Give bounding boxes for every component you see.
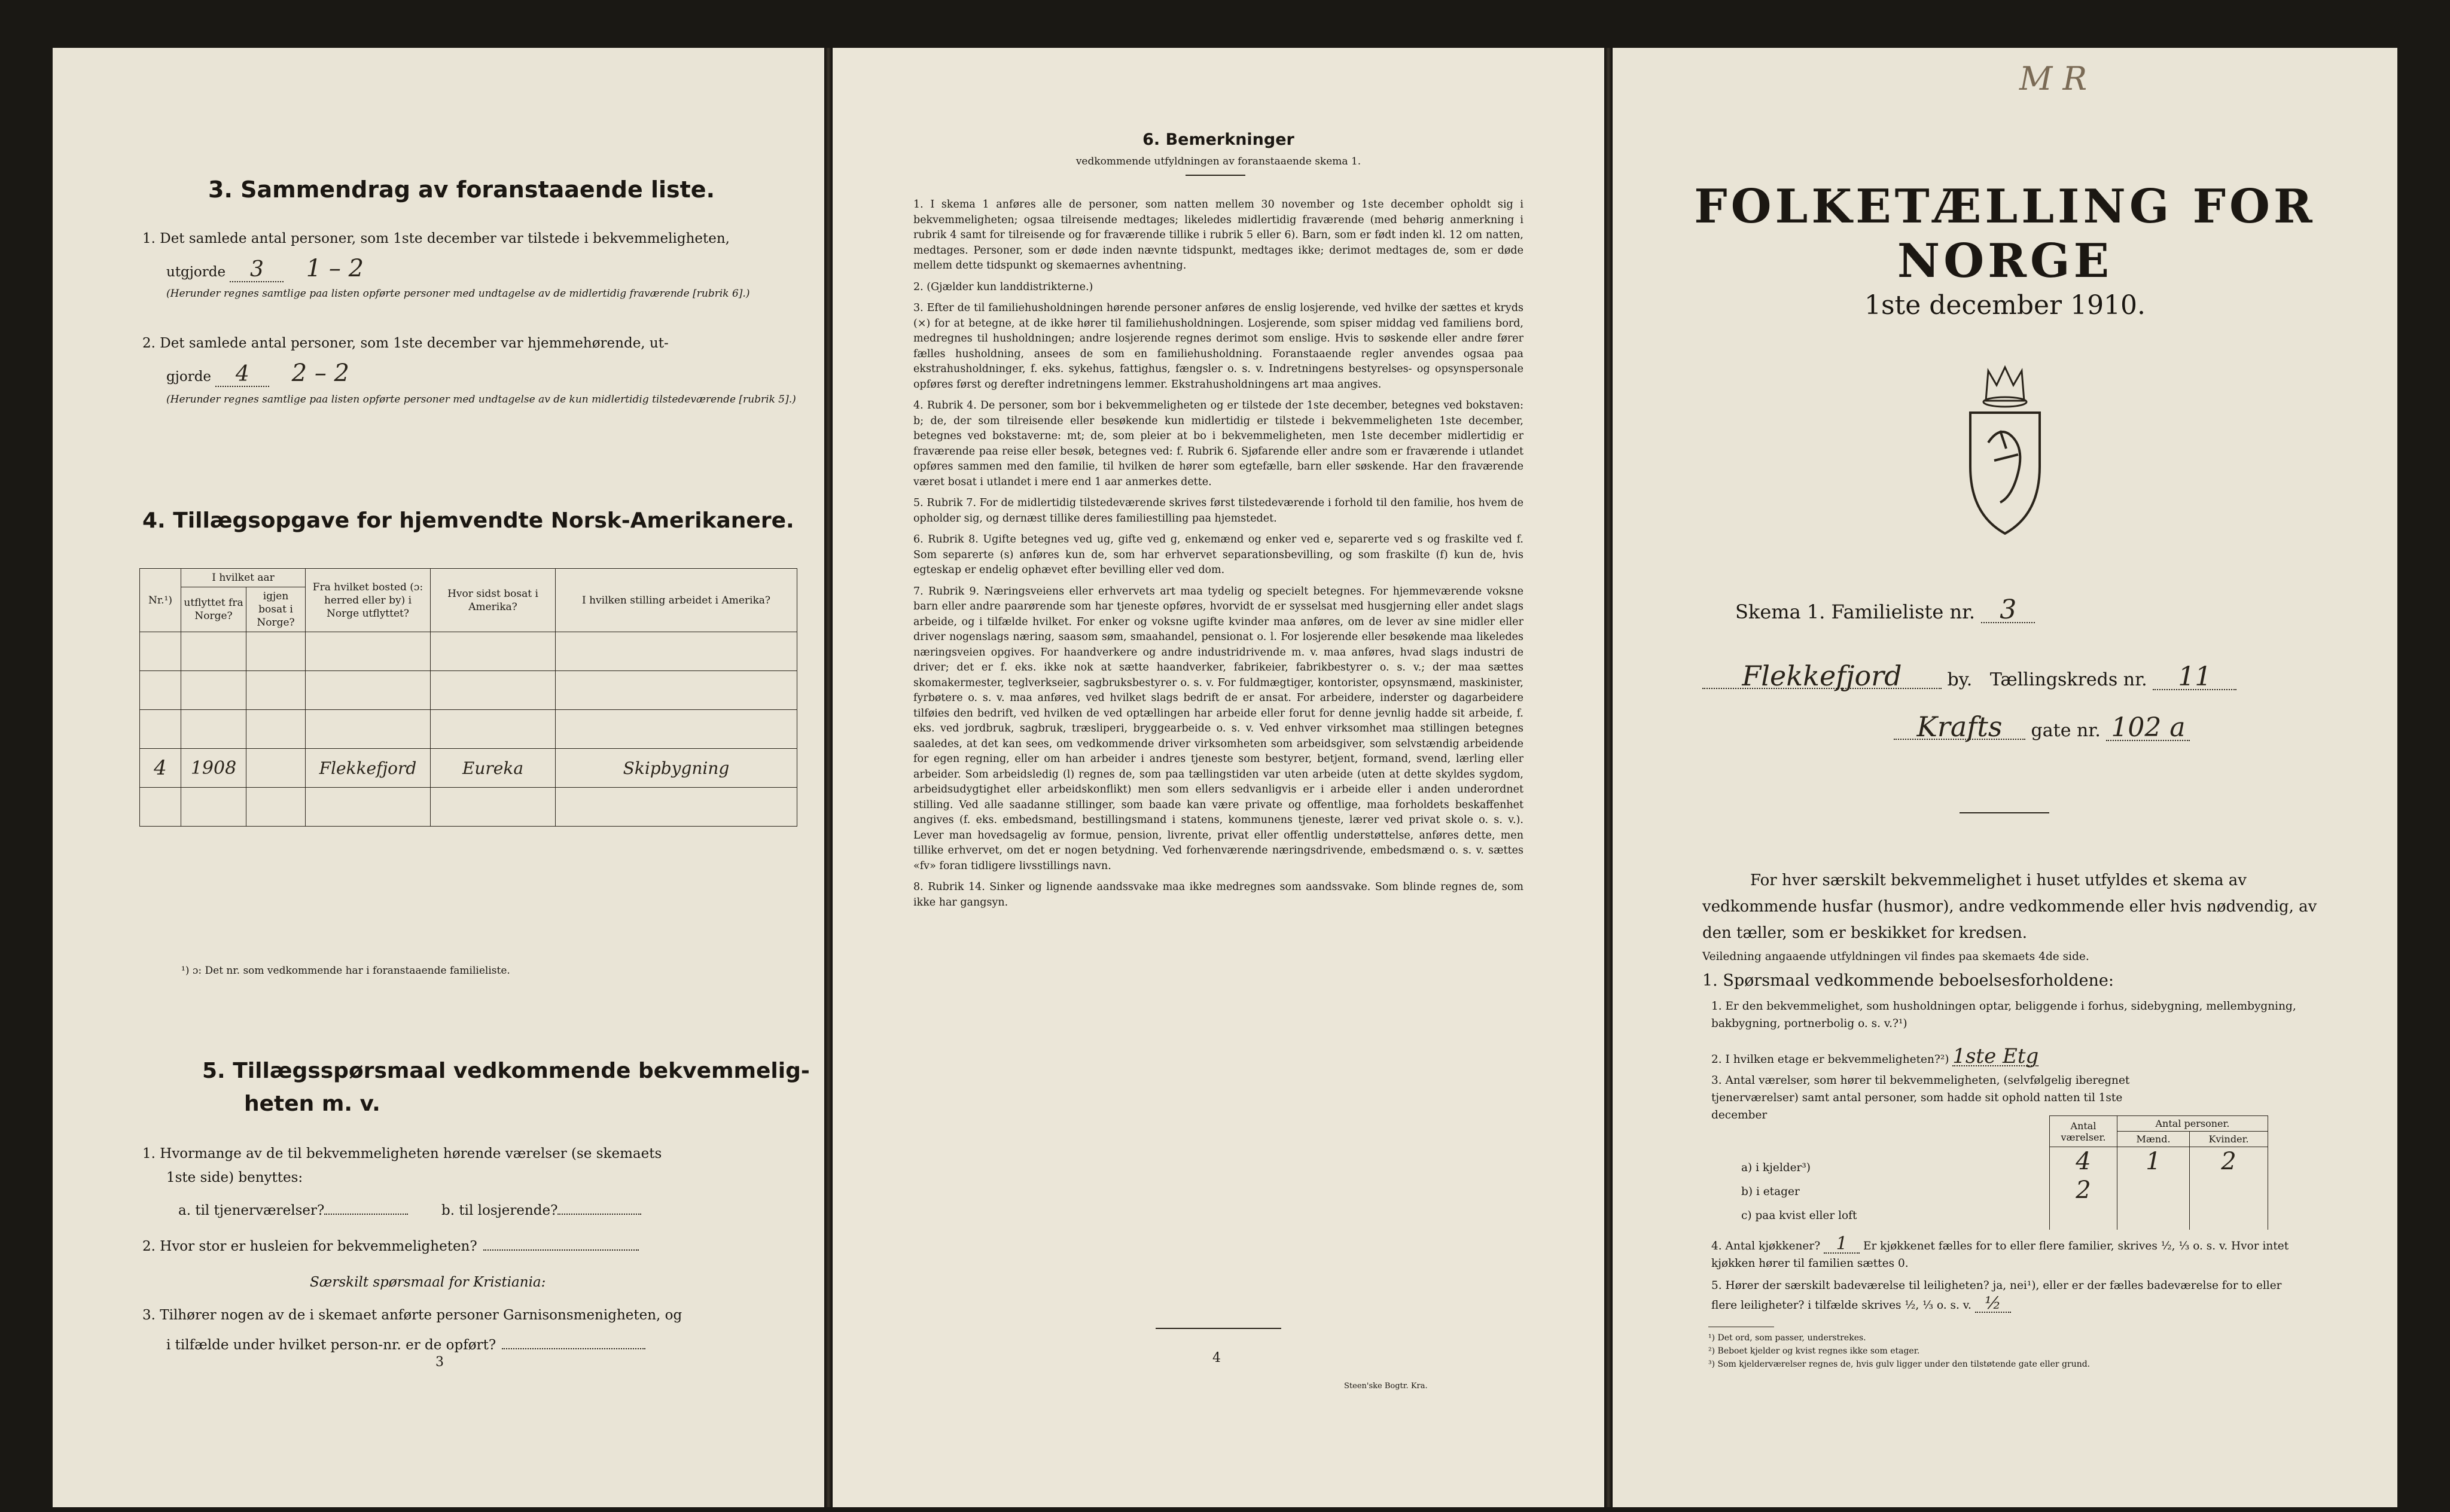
cover-date: 1ste december 1910. [1864, 290, 2146, 321]
skema-line [1735, 595, 2035, 625]
th-personer: Antal personer. [2117, 1116, 2268, 1132]
page-fold [824, 48, 833, 1507]
s5-q3-label: i tilfælde under hvilket person-nr. er de opført? [166, 1337, 496, 1353]
remark-8: 8. Rubrik 14. Sinker og lignende aandssvake maa ikke medregnes som aandssvake. Som blinde regnes de, som ikke har gangsyn. [913, 881, 1523, 909]
s5-q3-line [166, 1334, 645, 1356]
by-label: by. [1947, 669, 1973, 690]
s5-q1-a [178, 1199, 408, 1222]
page-cover [1613, 48, 2397, 1507]
s5-q3-text: 3. Tilhører nogen av de i skemaet anførte personer Garnisonsmenigheten, og [142, 1307, 682, 1323]
s3-q1-text: 1. Det samlede antal personer, som 1ste december var tilstede i bekvemmeligheten, [142, 231, 730, 246]
cell-sidst: Eureka [431, 749, 556, 788]
section-3-title: 3. Sammendrag av foranstaaende liste. [208, 176, 715, 203]
cell-nr: 4 [140, 749, 181, 788]
table-row [140, 788, 797, 827]
cell-maend-b[interactable] [2117, 1176, 2190, 1205]
th-fra-bosted: Fra hvilket bosted (ɔ: herred eller by) i Norge utflyttet? [306, 569, 431, 632]
q4 [1711, 1235, 2309, 1272]
remark-5: 5. Rubrik 7. For de midlertidig tilstedeværende skrives først tilstedeværende i forhold til den familie, hos hvem de opholder sig, og dernæst tillike deres familiestilling paa hjemstedet. [913, 497, 1523, 525]
remark-2: 2. (Gjælder kun landdistrikterne.) [913, 281, 1093, 293]
s5-kristiania: Særskilt spørsmaal for Kristiania: [310, 1275, 546, 1290]
section-4-title: 4. Tillægsopgave for hjemvendte Norsk-Amerikanere. [142, 508, 794, 533]
rooms-table [2049, 1115, 2268, 1230]
th-stilling: I hvilken stilling arbeidet i Amerika? [556, 569, 797, 632]
kjokken-field[interactable]: 1 [1824, 1235, 1860, 1254]
remark-6: 6. Rubrik 8. Ugifte betegnes ved ug, gifte ved g, enkemænd og enker ved e, separerte ved s og fraskilte ved f. Som separerte (s) anføres kun de, som har erhvervet separationsbevilling, og som fraskilte (f) kun de, hvis egteskap er endelig ophævet efter bevilling eller ved dom. [913, 534, 1523, 576]
s5-tjener-field[interactable] [324, 1214, 408, 1215]
row-label-a: a) i kjelder³) [1741, 1162, 1811, 1174]
table-row [140, 710, 797, 749]
table-row [2050, 1147, 2268, 1176]
th-maend: Mænd. [2117, 1132, 2190, 1147]
th-igjen: igjen bosat i Norge? [246, 587, 306, 632]
cell-kvinder-c[interactable] [2190, 1205, 2268, 1230]
table-footnote: ¹) ɔ: Det nr. som vedkommende har i foranstaaende familieliste. [181, 965, 510, 977]
gate-field[interactable]: Krafts [1894, 715, 2025, 740]
s3-q2-text: 2. Det samlede antal personer, som 1ste december var hjemmehørende, ut- [142, 336, 669, 351]
bad-field[interactable]: ½ [1975, 1294, 2011, 1313]
gate-nr-field[interactable]: 102 a [2106, 716, 2190, 741]
remarks-title: 6. Bemerkninger [1142, 130, 1294, 149]
footnote-1: ¹) Det ord, som passer, understrekes. [1708, 1333, 1866, 1343]
row-label-b: b) i etager [1741, 1185, 1800, 1198]
remark-4: 4. Rubrik 4. De personer, som bor i bekvemmeligheten og er tilstede der 1ste december, betegnes ved bokstaven: b; de, der som tilreisende eller besøkende kun midlertidig er tilstede i bekvemmeligheten 1ste december, betegnes ved bokstaverne: mt; de, som pleier at bo i bekvemmeligheten, men 1ste december midlertidig er fraværende paa reise eller besøk, betegnes ved: f. Rubrik 6. Sjøfarende eller andre som er fraværende i utlandet opføres sammen med den familie, til hvilken de hører som egtefælle, barn eller søskende. Har den fraværende været bosat i utlandet i mere end 1 aar anmerkes dette. [913, 400, 1523, 488]
page-fold [1604, 48, 1613, 1507]
familieliste-nr-field[interactable]: 3 [1981, 598, 2035, 623]
cell-maend-a[interactable]: 1 [2117, 1147, 2190, 1176]
by-field[interactable]: Flekkefjord [1702, 664, 1942, 689]
cell-utflyttet: 1908 [181, 749, 246, 788]
s5-losjerende-label: b. til losjerende? [441, 1203, 558, 1218]
page-number-3: 3 [435, 1355, 444, 1370]
cover-intro: For hver særskilt bekvemmelighet i huset utfyldes et skema av vedkommende husfar (husmor), andre vedkommende eller hvis nødvendig, av den tæller, som er beskikket for kredsen. [1702, 871, 2317, 942]
s5-losjerende-field[interactable] [557, 1214, 641, 1215]
page-number-4: 4 [1212, 1351, 1221, 1365]
s3-q1-extra: 1 – 2 [306, 255, 364, 282]
s5-q2-label: 2. Hvor stor er husleien for bekvemmeligheten? [142, 1239, 477, 1254]
etage-field[interactable]: 1ste Etg [1952, 1044, 2039, 1068]
coat-of-arms-icon [1952, 359, 2058, 538]
row-label-c: c) paa kvist eller loft [1741, 1209, 1857, 1222]
s3-q1-note: (Herunder regnes samtlige paa listen opførte personer med undtagelse av de midlertidig fraværende [rubrik 6].) [166, 288, 750, 300]
s3-q2-value[interactable]: 4 [215, 363, 269, 387]
cell-stilling: Skipbygning [556, 749, 797, 788]
q4-note: Er kjøkkenet fælles for to eller flere familier, skrives ½, ⅓ o. s. v. Hvor intet kjøkken hører til familien sættes 0. [1711, 1240, 2289, 1270]
table-row [2050, 1176, 2268, 1205]
q5-label: 5. Hører der særskilt badeværelse til leiligheten? ja, nei¹), eller er der fælles badeværelse for to eller flere leiligheter? i tilfælde skrives ½, ⅓ o. s. v. [1711, 1279, 2282, 1312]
q2 [1711, 1044, 2039, 1068]
s3-q1-prefix: utgjorde [166, 264, 226, 280]
q1: 1. Er den bekvemmelighet, som husholdningen optar, beliggende i forhus, sidebygning, mellembygning, bakbygning, portnerbolig o. s. v.?¹) [1711, 1000, 2296, 1030]
th-vaerelser: Antal værelser. [2050, 1116, 2117, 1147]
footnote-2: ²) Beboet kjelder og kvist regnes ikke som etager. [1708, 1346, 1920, 1356]
page-middle [833, 48, 1604, 1507]
s5-q2 [142, 1235, 639, 1258]
s5-q1-b [441, 1199, 641, 1222]
table-row [2050, 1205, 2268, 1230]
q5 [1711, 1277, 2309, 1314]
q4-label: 4. Antal kjøkkener? [1711, 1240, 1821, 1252]
s5-tjener-label: a. til tjenerværelser? [178, 1203, 325, 1218]
cell-vaer-b[interactable]: 2 [2050, 1176, 2117, 1205]
cell-kvinder-a[interactable]: 2 [2190, 1147, 2268, 1176]
s3-q2-line [166, 359, 349, 388]
gate-label: gate nr. [2031, 720, 2101, 741]
cover-title: FOLKETÆLLING FOR NORGE [1694, 179, 2316, 288]
divider [1186, 175, 1245, 176]
q2-label: 2. I hvilken etage er bekvemmeligheten?²) [1711, 1053, 1949, 1066]
s3-q2-prefix: gjorde [166, 369, 212, 385]
norsk-amerikanere-table [139, 568, 797, 827]
table-row [140, 671, 797, 710]
remarks-subtitle: vedkommende utfyldningen av foranstaaende skema 1. [1075, 156, 1361, 167]
cell-fra: Flekkefjord [306, 749, 431, 788]
th-group: I hvilket aar [181, 569, 306, 587]
cell-vaer-a[interactable]: 4 [2050, 1147, 2117, 1176]
krets-field[interactable]: 11 [2153, 665, 2236, 690]
q3: 3. Antal værelser, som hører til bekvemmeligheten, (selvfølgelig iberegnet tjenerværelser) samt antal personer, som hadde sit ophold natten til 1ste december [1711, 1074, 2130, 1121]
table-row [140, 632, 797, 671]
s5-q1-text: 1. Hvormange av de til bekvemmeligheten hørende værelser (se skemaets [142, 1146, 662, 1162]
s5-q1-text-b: 1ste side) benyttes: [166, 1170, 303, 1185]
question-title: 1. Spørsmaal vedkommende beboelsesforholdene: [1702, 971, 2114, 990]
krets-label: Tællingskreds nr. [1989, 669, 2147, 690]
footnote-3: ³) Som kjelderværelser regnes de, hvis gulv ligger under den tilstøtende gate eller grund. [1708, 1359, 2091, 1369]
printer-mark: Steen'ske Bogtr. Kra. [1344, 1382, 1428, 1391]
skema-label: Skema 1. Familieliste nr. [1735, 600, 1976, 623]
remarks-body [913, 197, 1523, 916]
s3-q1-line [166, 257, 364, 284]
by-line [1702, 660, 2236, 692]
s5-garnison-field[interactable] [502, 1348, 645, 1349]
section-5-title-1: 5. Tillægsspørsmaal vedkommende bekvemmelig- [202, 1059, 810, 1083]
cell-maend-c[interactable] [2117, 1205, 2190, 1230]
corner-note: M R [2019, 60, 2088, 97]
s3-q1-value[interactable]: 3 [230, 258, 284, 282]
section-5-title-2: heten m. v. [244, 1092, 380, 1116]
remark-3: 3. Efter de til familiehusholdningen hørende personer anføres de enslig losjerende, ved hvilke der sættes et kryds (×) for at betegne, at de ikke hører til familiehusholdningen. Losjerende, som spiser middag ved familiens bord, medregnes til husholdningen; andre losjerende regnes derimot som enslige. Hvis to søskende eller andre fører fælles husholdning, ansees de som en familiehusholdning. Foranstaaende regler anvendes ogsaa paa ekstrahusholdninger, f. eks. sykehus, fattighus, fængsler o. s. v. Indretningens bestyrelses- og opsynspersonale opføres først og derefter indretningens lemmer. Ekstrahusholdningens art maa angives. [913, 302, 1523, 391]
th-utflyttet: utflyttet fra Norge? [181, 587, 246, 632]
divider-bottom [1156, 1328, 1281, 1329]
page-left [53, 48, 824, 1507]
th-sidst: Hvor sidst bosat i Amerika? [431, 569, 556, 632]
cover-intro-note: Veiledning angaaende utfyldningen vil findes paa skemaets 4de side. [1702, 950, 2089, 963]
s5-husleie-field[interactable] [483, 1249, 639, 1251]
cell-vaer-c[interactable] [2050, 1205, 2117, 1230]
s3-q2-note: (Herunder regnes samtlige paa listen opførte personer med undtagelse av de kun midlertidig tilstedeværende [rubrik 5].) [166, 394, 796, 406]
remark-1: 1. I skema 1 anføres alle de personer, som natten mellem 30 november og 1ste december opholdt sig i bekvemmeligheten; ogsaa tilreisende medtages; likeledes midlertidig fraværende (med behørig anmerkning i rubrik 4 samt for tilreisende og for fraværende tillike i rubrik 5 eller 6). Barn, som er født inden kl. 12 om natten, medtages. Personer, som er døde inden nævnte tidspunkt, medtages ikke; derimot medtages de, som er døde mellem dette tidspunkt og skemaernes avhentning. [913, 199, 1523, 272]
gate-line [1894, 711, 2190, 743]
th-nr: Nr.¹) [140, 569, 181, 632]
cell-kvinder-b[interactable] [2190, 1176, 2268, 1205]
s3-q2-extra: 2 – 2 [291, 359, 349, 387]
th-kvinder: Kvinder. [2190, 1132, 2268, 1147]
table-row-handwritten [140, 749, 797, 788]
ornament-divider [1960, 812, 2049, 813]
remark-7: 7. Rubrik 9. Næringsveiens eller erhvervets art maa tydelig og specielt betegnes. For hjemmeværende voksne barn eller andre paarørende som har tjeneste opføres, hvorvidt de er sysselsat med husgjerning eller andet slags arbeide, og i tilfælde hvilket. For enker og voksne ugifte kvinder maa anføres, om de lever av sine midler eller driver nogenslags næring, saasom søm, smaahandel, pensionat o. l. For losjerende eller besøkende maa likeledes næringsveien opgives. For haandverkere og andre industridrivende m. v. maa anføres, hvad slags industri de driver; det er f. eks. ikke nok at sætte haandverker, fabrikeier, fabrikbestyrer o. s. v.; der maa sættes skomakermester, teglverkseier, sagbruksbestyrer o. s. v. For fuldmægtiger, kontorister, opsynsmænd, maskinister, fyrbøtere o. s. v. maa anføres, ved hvilket slags bedrift de er ansat. For arbeidere, inderster og dagarbeidere tilføies den bedrift, ved hvilken de ved optællingen har arbeide eller forut for denne jevnlig hadde sit arbeide, f. eks. ved jordbruk, sagbruk, træsliperi, bryggearbeide o. s. v. Ved enhver virksomhet maa stillingen betegnes saaledes, at det kan sees, om vedkommende driver virksomheten som arbeidsgiver, som selvstændig arbeidende for egen regning, eller om han arbeider i andres tjeneste som bestyrer, betjent, formand, svend, lærling eller arbeider. Som arbeidsledig (l) regnes de, som paa tællingstiden var uten arbeide (uten at dette skyldes sygdom, arbeidsudygtighet eller arbeidskonflikt) men som ellers sedvanligvis er i arbeide eller i anden underordnet stilling. Ved alle saadanne stillinger, som baade kan være private og offentlige, maa forholdets beskaffenhet angives (f. eks. embedsmand, bestillingsmand i statens, kommunens tjeneste, lærer ved privat skole o. s. v.). Lever man hovedsagelig av formue, pension, livrente, privat eller offentlig understøttelse, anføres dette, men tillike erhvervet, om det er nogen betydning. Ved forhenværende næringsdrivende, embedsmænd o. s. v. sættes «fv» foran tidligere livsstillings navn. [913, 585, 1523, 872]
